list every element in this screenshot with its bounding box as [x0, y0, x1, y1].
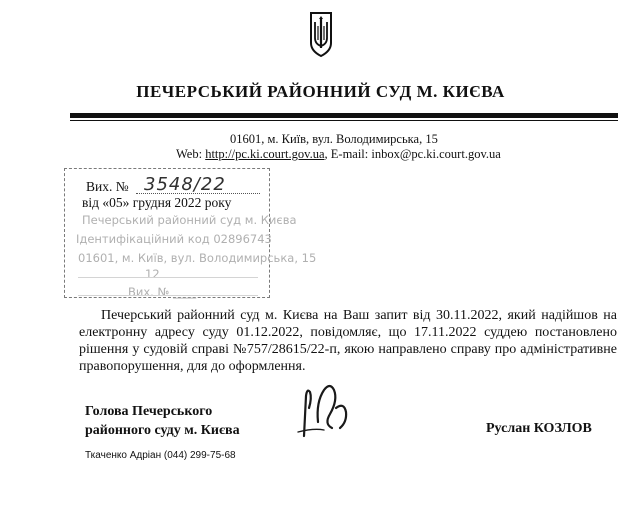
- stamp-faint-line: Ідентифікаційний код 02896743: [76, 232, 272, 246]
- signer-name: Руслан КОЗЛОВ: [486, 421, 592, 436]
- stamp-faint-line: 12: [145, 267, 160, 281]
- email-text: , E-mail: inbox@pc.ki.court.gov.ua: [324, 147, 501, 161]
- letter-body: [79, 307, 617, 375]
- stamp-faint-rule: [78, 277, 258, 278]
- handwritten-signature: [294, 378, 366, 442]
- header-rule-thin: [70, 120, 618, 121]
- stamp-outgoing-label: Вих. №: [86, 179, 129, 194]
- web-label: Web:: [176, 147, 206, 161]
- contact-line: [176, 147, 501, 162]
- stamp-date: від «05» грудня 2022 року: [82, 195, 232, 210]
- website-link[interactable]: http://pc.ki.court.gov.ua: [205, 147, 325, 161]
- signatory-position: [85, 402, 240, 440]
- coat-of-arms-icon: [308, 10, 334, 58]
- stamp-number-underline: [136, 193, 260, 194]
- executor-contact: Ткаченко Адріан (044) 299-75-68: [85, 450, 236, 461]
- stamp-faint-line: Печерський районний суд м. Києва: [82, 213, 297, 227]
- stamp-faint-line: Вих. № ____: [128, 285, 197, 299]
- position-line: Голова Печерського: [85, 404, 213, 419]
- stamp-faint-line: 01601, м. Київ, вул. Володимирська, 15: [78, 251, 317, 265]
- court-title: ПЕЧЕРСЬКИЙ РАЙОННИЙ СУД М. КИЄВА: [136, 82, 505, 101]
- stamp-outgoing-number: 3548/22: [144, 174, 226, 195]
- body-paragraph: Печерський районний суд м. Києва на Ваш запит від 30.11.2022, який надійшов на електронну адресу суду 01.12.2022, повідомляє, що 17.11.2022 суддею постановлено рішення у судовій справі №757/28615/22-п, якою направлено справу про адміністративне правопорушення, для до оформлення.: [79, 308, 617, 374]
- stamp-faint-rule: [78, 295, 258, 296]
- position-line: районного суду м. Києва: [85, 423, 240, 438]
- court-address: 01601, м. Київ, вул. Володимирська, 15: [230, 132, 438, 146]
- header-rule-thick: [70, 113, 618, 118]
